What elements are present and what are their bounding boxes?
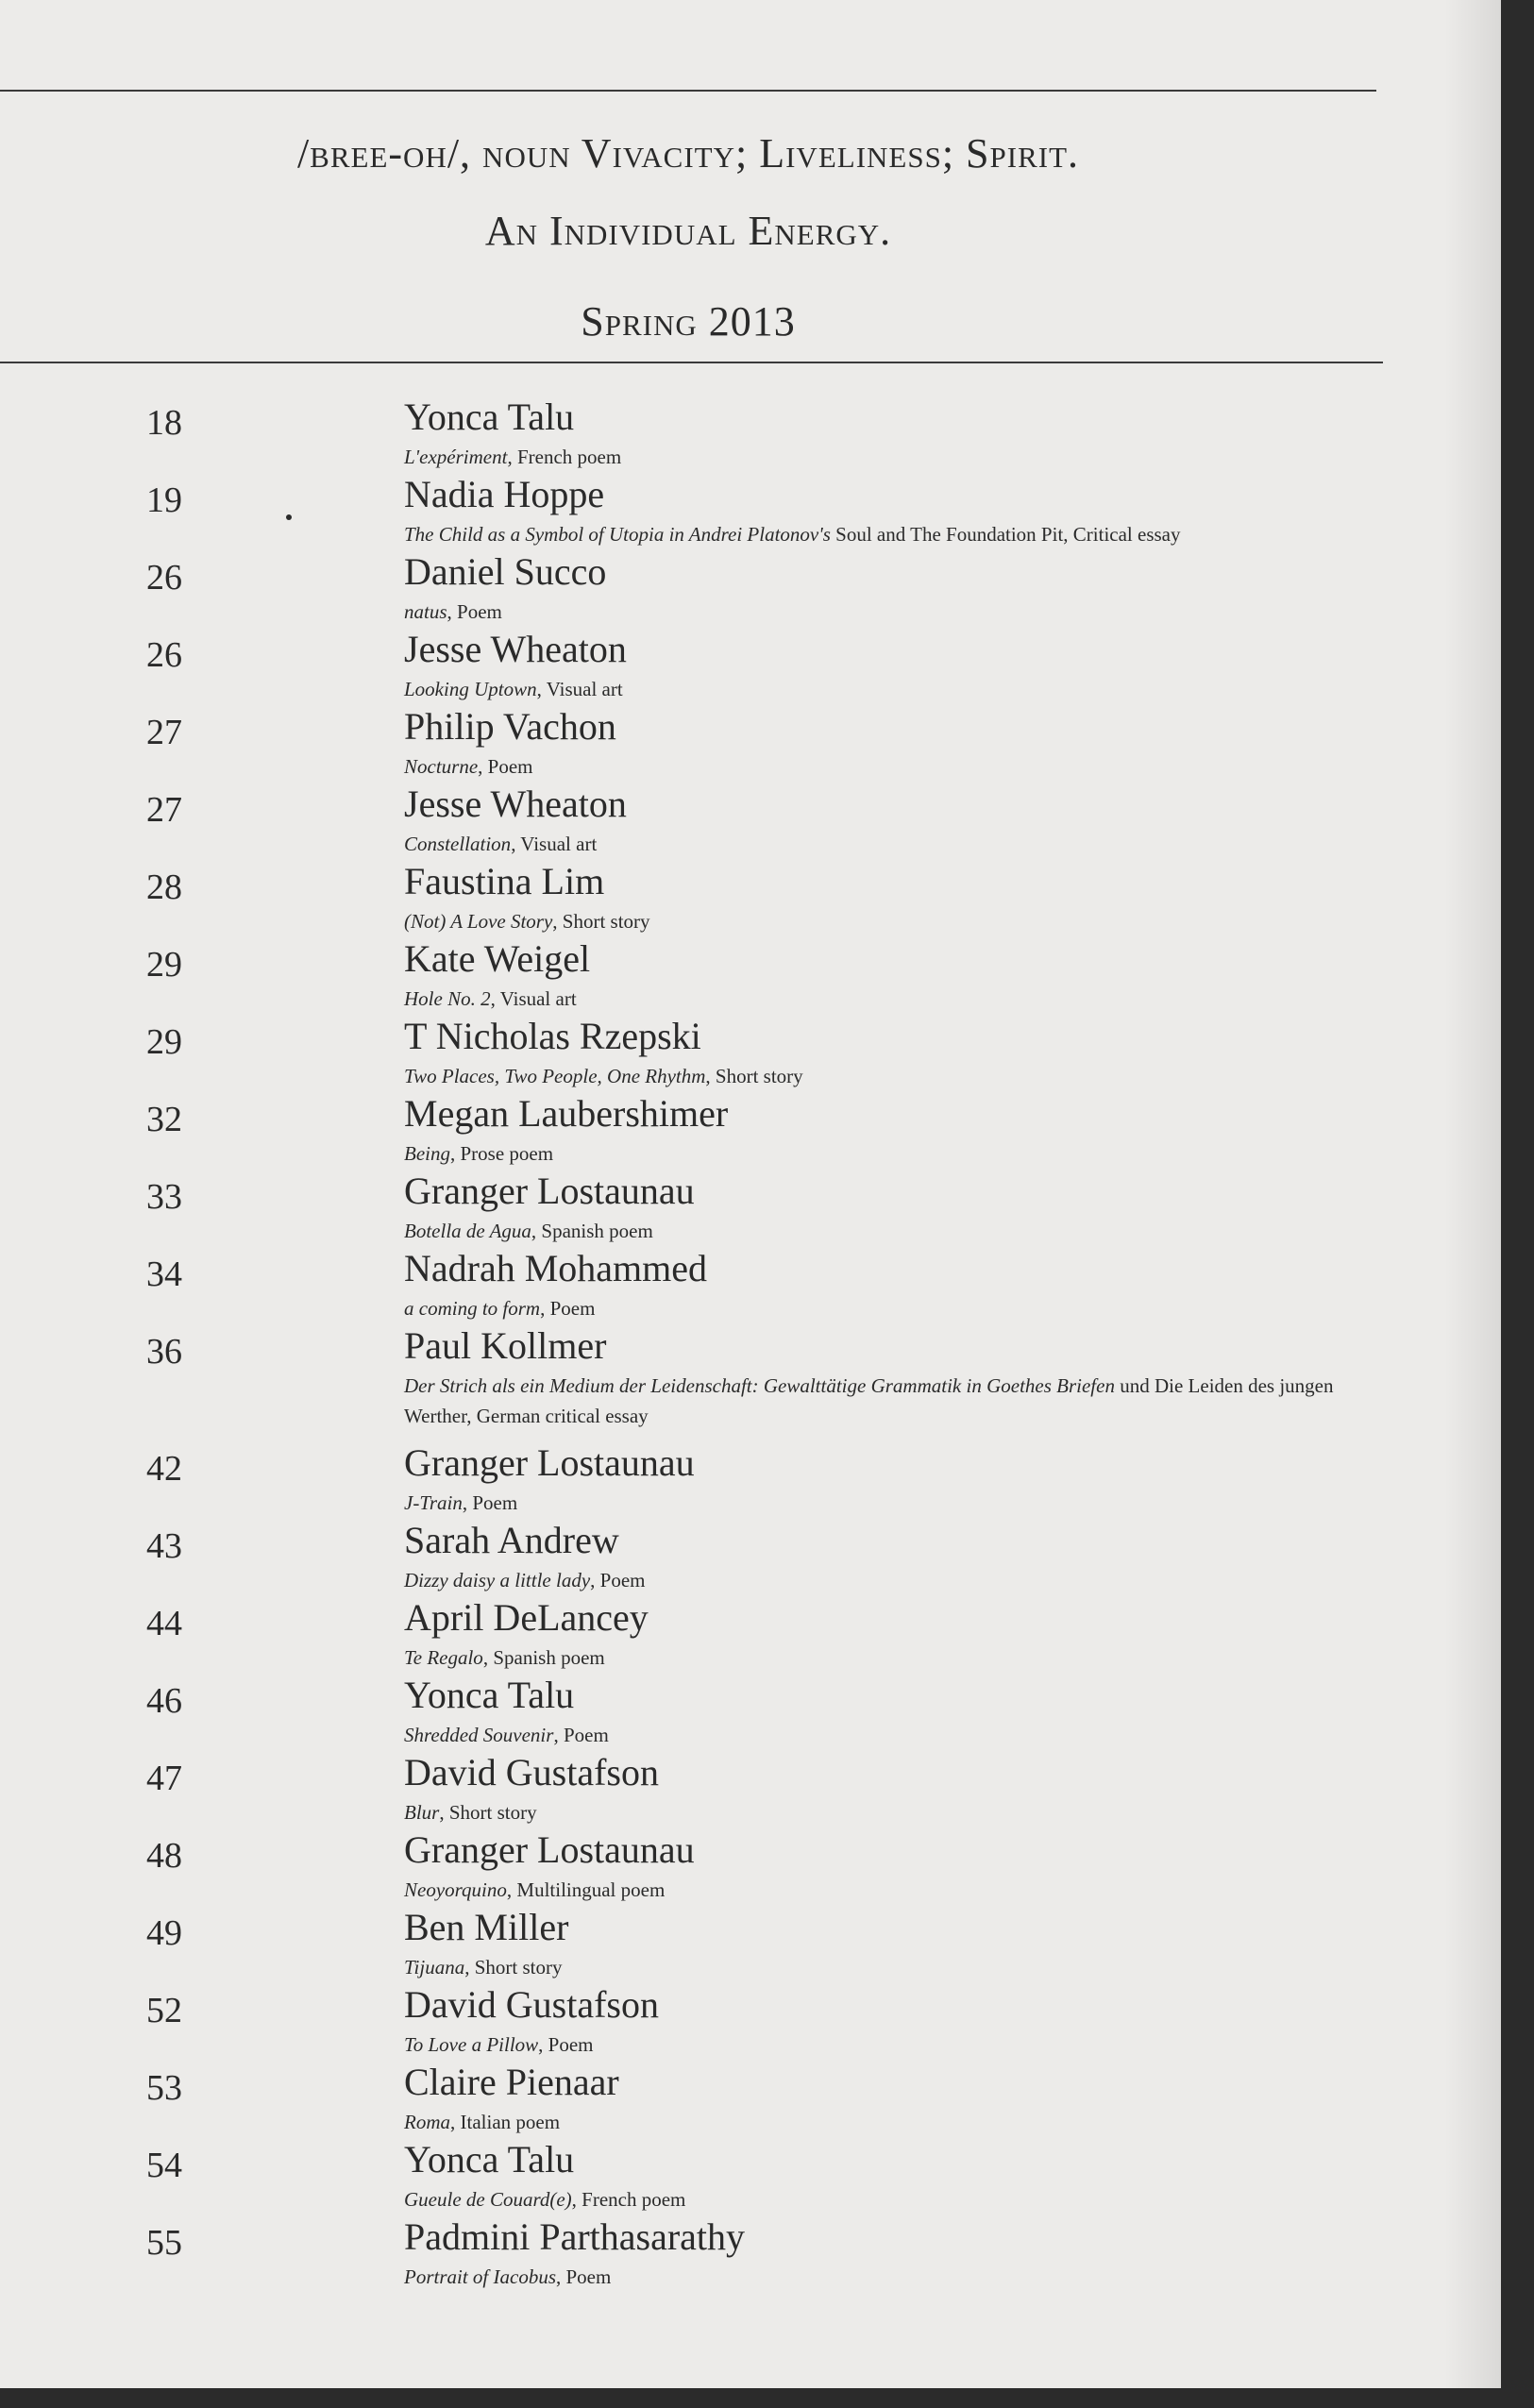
toc-entry xyxy=(0,859,1416,936)
author-name: Faustina Lim xyxy=(404,860,605,902)
page-number: 27 xyxy=(146,713,182,752)
toc-entry xyxy=(0,2214,1416,2292)
work-line xyxy=(404,751,1348,782)
author-name: Kate Weigel xyxy=(404,937,591,980)
author-name: Nadia Hoppe xyxy=(404,473,605,515)
page-number: 29 xyxy=(146,1022,182,1062)
work-line xyxy=(404,1371,1348,1431)
header-rule xyxy=(0,362,1383,363)
work-line xyxy=(404,674,1348,704)
work-line xyxy=(404,1216,1348,1246)
toc-entry xyxy=(0,1673,1416,1750)
toc-entry xyxy=(0,1246,1416,1323)
toc-entry xyxy=(0,1982,1416,2060)
work-title: Constellation xyxy=(404,833,512,855)
page-number: 55 xyxy=(146,2223,182,2263)
work-line xyxy=(404,1565,1348,1595)
work-description: , Poem xyxy=(462,1491,518,1514)
toc-entry xyxy=(0,1323,1416,1440)
page-number: 44 xyxy=(146,1604,182,1643)
toc-entry xyxy=(0,2060,1416,2137)
work-title: natus xyxy=(404,600,447,623)
page-number: 43 xyxy=(146,1526,182,1566)
work-title: Botella de Agua xyxy=(404,1220,531,1242)
author-name: T Nicholas Rzepski xyxy=(404,1015,701,1057)
work-description: , Prose poem xyxy=(449,1142,554,1165)
work-line xyxy=(404,1061,1348,1091)
work-title: L'expériment xyxy=(404,446,508,468)
toc-entry xyxy=(0,1750,1416,1827)
author-name: Ben Miller xyxy=(404,1906,569,1948)
toc-entry xyxy=(0,1169,1416,1246)
definition-line-2: An Individual Energy. xyxy=(484,208,892,254)
toc-entry xyxy=(0,1905,1416,1982)
author-name: Jesse Wheaton xyxy=(404,628,627,670)
toc-entry xyxy=(0,1440,1416,1518)
page-number: 33 xyxy=(146,1177,182,1217)
toc-entry xyxy=(0,1595,1416,1673)
author-name: Nadrah Mohammed xyxy=(404,1247,708,1289)
work-title: a coming to form xyxy=(404,1297,541,1320)
page-number: 54 xyxy=(146,2146,182,2185)
work-description: , Poem xyxy=(538,2033,594,2056)
page-number: 28 xyxy=(146,867,182,907)
work-title: Being xyxy=(404,1142,450,1165)
work-description: , Visual art xyxy=(490,987,577,1010)
work-description: , Poem xyxy=(478,755,533,778)
work-description: , Visual art xyxy=(536,678,623,700)
issue-label: Spring 2013 xyxy=(581,298,796,345)
work-line xyxy=(404,2107,1348,2137)
work-title: Two Places, Two People, One Rhythm xyxy=(404,1065,706,1087)
work-description: und Die Leiden des jungen Werther, German critical essay xyxy=(404,1374,1334,1427)
page-number: 26 xyxy=(146,558,182,598)
author-name: Granger Lostaunau xyxy=(404,1170,695,1212)
work-description: , Spanish poem xyxy=(482,1646,605,1669)
work-description: , Poem xyxy=(556,2265,612,2288)
work-line xyxy=(404,1720,1348,1750)
author-name: Claire Pienaar xyxy=(404,2061,619,2103)
work-title: To Love a Pillow xyxy=(404,2033,539,2056)
work-description: , French poem xyxy=(571,2188,686,2211)
work-title: Neoyorquino xyxy=(404,1878,507,1901)
page-number: 27 xyxy=(146,790,182,830)
toc-entry xyxy=(0,1014,1416,1091)
work-title: J-Train xyxy=(404,1491,463,1514)
work-description: , Spanish poem xyxy=(531,1220,653,1242)
work-title: Nocturne xyxy=(404,755,479,778)
author-name: Padmini Parthasarathy xyxy=(404,2215,746,2258)
work-description: , Poem xyxy=(553,1724,609,1746)
work-description: , Short story xyxy=(439,1801,537,1824)
table-of-contents xyxy=(0,395,1416,2292)
page-number: 34 xyxy=(146,1255,182,1294)
toc-entry xyxy=(0,936,1416,1014)
work-title: Looking Uptown xyxy=(404,678,537,700)
work-description: , Multilingual poem xyxy=(506,1878,666,1901)
author-name: Paul Kollmer xyxy=(404,1324,607,1367)
toc-entry xyxy=(0,1827,1416,1905)
work-title: (Not) A Love Story xyxy=(404,910,553,933)
author-name: April DeLancey xyxy=(404,1596,649,1639)
work-line xyxy=(404,1952,1348,1982)
toc-entry xyxy=(0,395,1416,472)
author-name: Megan Laubershimer xyxy=(404,1092,729,1135)
author-name: Daniel Succo xyxy=(404,550,607,593)
work-title: Te Regalo xyxy=(404,1646,483,1669)
author-name: Yonca Talu xyxy=(404,396,575,438)
work-line xyxy=(404,2262,1348,2292)
toc-entry xyxy=(0,1091,1416,1169)
page-number: 52 xyxy=(146,1991,182,2030)
work-title: Gueule de Couard(e) xyxy=(404,2188,572,2211)
work-description: , French poem xyxy=(507,446,622,468)
work-line xyxy=(404,1875,1348,1905)
page-number: 47 xyxy=(146,1759,182,1798)
work-title: Dizzy daisy a little lady xyxy=(404,1569,591,1591)
page-number: 19 xyxy=(146,480,182,520)
toc-entry xyxy=(0,782,1416,859)
page-number: 32 xyxy=(146,1100,182,1139)
work-title: Roma xyxy=(404,2111,450,2133)
work-line xyxy=(404,829,1348,859)
top-rule xyxy=(0,90,1376,92)
work-line xyxy=(404,2029,1348,2060)
work-line xyxy=(404,597,1348,627)
toc-entry xyxy=(0,472,1416,549)
toc-entry xyxy=(0,704,1416,782)
toc-entry xyxy=(0,1518,1416,1595)
work-line xyxy=(404,2184,1348,2214)
work-title: Der Strich als ein Medium der Leidenschaft: Gewalttätige Grammatik in Goethes Briefen xyxy=(404,1374,1115,1397)
author-name: Yonca Talu xyxy=(404,1674,575,1716)
author-name: Jesse Wheaton xyxy=(404,783,627,825)
toc-entry xyxy=(0,2137,1416,2214)
author-name: Granger Lostaunau xyxy=(404,1441,695,1484)
work-description: , Short story xyxy=(552,910,650,933)
work-description: , Short story xyxy=(705,1065,803,1087)
toc-entry xyxy=(0,627,1416,704)
work-description: , Poem xyxy=(540,1297,596,1320)
work-title: Blur xyxy=(404,1801,440,1824)
author-name: Philip Vachon xyxy=(404,705,616,748)
work-title: Shredded Souvenir xyxy=(404,1724,554,1746)
work-description: , Italian poem xyxy=(450,2111,561,2133)
work-description: , Visual art xyxy=(511,833,598,855)
page-number: 26 xyxy=(146,635,182,675)
page-number: 36 xyxy=(146,1332,182,1372)
author-name: David Gustafson xyxy=(404,1983,659,2026)
work-line xyxy=(404,442,1348,472)
work-line xyxy=(404,1138,1348,1169)
page-number: 29 xyxy=(146,945,182,985)
page-number: 18 xyxy=(146,403,182,443)
page-number: 46 xyxy=(146,1681,182,1721)
author-name: Sarah Andrew xyxy=(404,1519,619,1561)
work-title: Hole No. 2 xyxy=(404,987,491,1010)
page-number: 42 xyxy=(146,1449,182,1489)
work-title: The Child as a Symbol of Utopia in Andrei Platonov's xyxy=(404,523,831,546)
page-number: 49 xyxy=(146,1913,182,1953)
work-description: Soul and The Foundation Pit, Critical essay xyxy=(830,523,1181,546)
work-line xyxy=(404,984,1348,1014)
work-description: , Short story xyxy=(464,1956,563,1979)
work-title: Tijuana xyxy=(404,1956,465,1979)
toc-entry xyxy=(0,549,1416,627)
work-line xyxy=(404,519,1348,549)
work-line xyxy=(404,906,1348,936)
author-name: Yonca Talu xyxy=(404,2138,575,2181)
work-description: , Poem xyxy=(447,600,502,623)
work-line xyxy=(404,1488,1348,1518)
work-line xyxy=(404,1797,1348,1827)
author-name: David Gustafson xyxy=(404,1751,659,1793)
page-number: 53 xyxy=(146,2068,182,2108)
masthead xyxy=(0,127,1376,348)
work-title: Portrait of Iacobus xyxy=(404,2265,556,2288)
work-line xyxy=(404,1293,1348,1323)
work-line xyxy=(404,1642,1348,1673)
page-edge-shadow xyxy=(1444,0,1501,2388)
work-description: , Poem xyxy=(590,1569,646,1591)
definition-line: /bree-oh/, noun Vivacity; Liveliness; Spirit. xyxy=(296,130,1080,177)
page-number: 48 xyxy=(146,1836,182,1876)
author-name: Granger Lostaunau xyxy=(404,1828,695,1871)
